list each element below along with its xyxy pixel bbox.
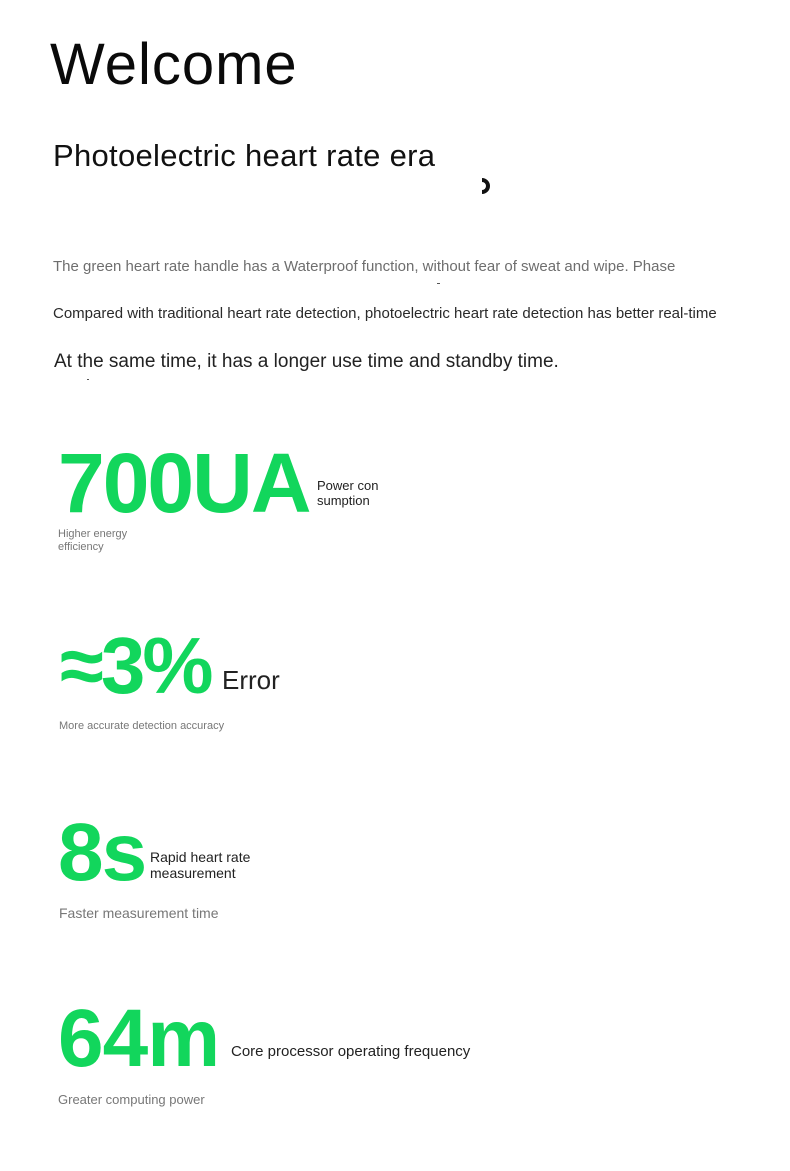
page-subtitle: Photoelectric heart rate era bbox=[53, 138, 436, 173]
stat-label-power: Power con sumption bbox=[317, 478, 379, 508]
stat-value-speed: 8s bbox=[58, 807, 146, 898]
stat-value-frequency: 64m bbox=[58, 993, 220, 1084]
divider-mark bbox=[437, 283, 440, 284]
page-title: Welcome bbox=[50, 32, 298, 97]
stat-caption-error: More accurate detection accuracy bbox=[59, 720, 225, 732]
stat-caption-speed: Faster measurement time bbox=[59, 905, 219, 921]
stat-label-speed: Rapid heart rate measurement bbox=[150, 849, 251, 882]
stat-label-error: Error bbox=[222, 665, 280, 695]
stat-value-error: ≈3% bbox=[60, 621, 211, 710]
stat-value-power: 700UA bbox=[58, 436, 310, 530]
intro-line-2: Compared with traditional heart rate detection, photoelectric heart rate detection has better real-time bbox=[53, 305, 717, 322]
spinner-icon bbox=[480, 176, 494, 196]
stat-caption-frequency: Greater computing power bbox=[58, 1092, 205, 1107]
intro-line-1: The green heart rate handle has a Waterproof function, without fear of sweat and wipe. Phase bbox=[53, 258, 676, 275]
stat-label-frequency: Core processor operating frequency bbox=[231, 1043, 471, 1060]
intro-line-3: At the same time, it has a longer use time and standby time. bbox=[54, 351, 559, 372]
divider-mark bbox=[87, 379, 89, 380]
stat-caption-power: Higher energy efficiency bbox=[58, 528, 128, 554]
